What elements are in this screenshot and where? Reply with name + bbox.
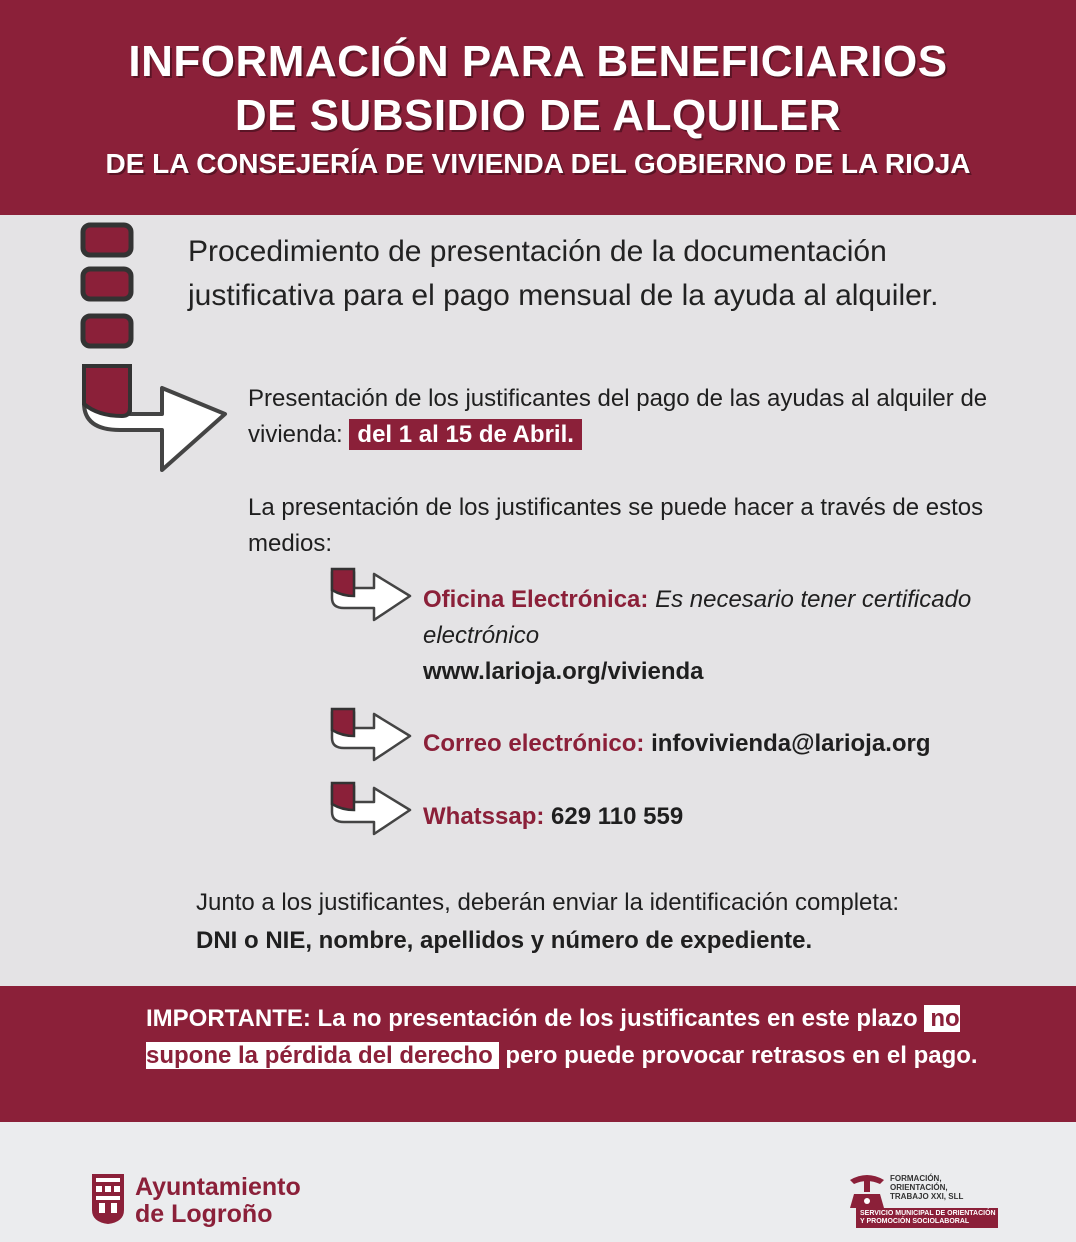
bullet-arrow-icon [328, 706, 414, 762]
whatsapp-label: Whatssap: [423, 803, 545, 830]
period-dates: del 1 al 15 de Abril. [349, 419, 582, 450]
fot21-line-1: FORMACIÓN, [890, 1174, 942, 1183]
office-note: Es necesario tener certificado electrónico [423, 586, 972, 649]
important-text-2: pero puede provocar retrasos en el pago. [505, 1042, 978, 1069]
means-intro: La presentación de los justificantes se puede hacer a través de estos medios: [248, 494, 984, 557]
important-highlight: no supone la pérdida del derecho [146, 1005, 960, 1069]
subtitle: DE LA CONSEJERÍA DE VIVIENDA DEL GOBIERNO DE LA RIOJA [105, 148, 971, 179]
logrono-shield-icon [90, 1172, 126, 1226]
header-banner [0, 0, 1076, 215]
intro-text: Procedimiento de presentación de la documentación justificativa para el pago mensual de la ayuda al alquiler. [188, 235, 939, 312]
office-item [423, 582, 1023, 690]
ayuntamiento-line-2: de Logroño [135, 1200, 273, 1228]
office-url[interactable]: www.larioja.org/vivienda [423, 658, 704, 685]
ayuntamiento-line-1: Ayuntamiento [135, 1173, 301, 1201]
ayuntamiento-logo-text [135, 1174, 301, 1228]
important-label: IMPORTANTE: [146, 1005, 311, 1032]
fot21-band-line-2: Y PROMOCIÓN SOCIOLABORAL [860, 1218, 970, 1225]
office-label: Oficina Electrónica: [423, 586, 649, 613]
fot21-line-3: TRABAJO XXI, SLL [890, 1192, 964, 1201]
important-text-1: La no presentación de los justificantes en este plazo [317, 1005, 918, 1032]
fot21-logo-text [890, 1174, 963, 1201]
identification-paragraph [196, 884, 1056, 960]
bullet-arrow-icon [328, 780, 414, 836]
fot21-line-2: ORIENTACIÓN, [890, 1183, 948, 1192]
fot21-logo-icon [846, 1170, 888, 1210]
whatsapp-value[interactable]: 629 110 559 [551, 803, 684, 830]
email-value[interactable]: infovivienda@larioja.org [651, 730, 931, 757]
email-label: Correo electrónico: [423, 730, 645, 757]
period-paragraph [248, 381, 1028, 453]
whatsapp-item [423, 799, 1023, 835]
fot21-band-line-1: SERVICIO MUNICIPAL DE ORIENTACIÓN [860, 1210, 996, 1217]
title-line-1: INFORMACIÓN PARA BENEFICIARIOS [128, 37, 948, 86]
identification-text: Junto a los justificantes, deberán enviar la identificación completa: [196, 889, 900, 916]
email-item [423, 726, 1023, 762]
fot21-service-band [856, 1208, 998, 1228]
bullet-arrow-icon [328, 566, 414, 622]
important-text [146, 1000, 1026, 1074]
title-line-2: DE SUBSIDIO DE ALQUILER [234, 91, 842, 140]
identification-fields: DNI o NIE, nombre, apellidos y número de expediente. [196, 927, 813, 954]
period-text: Presentación de los justificantes del pago de las ayudas al alquiler de vivienda: [248, 385, 988, 448]
